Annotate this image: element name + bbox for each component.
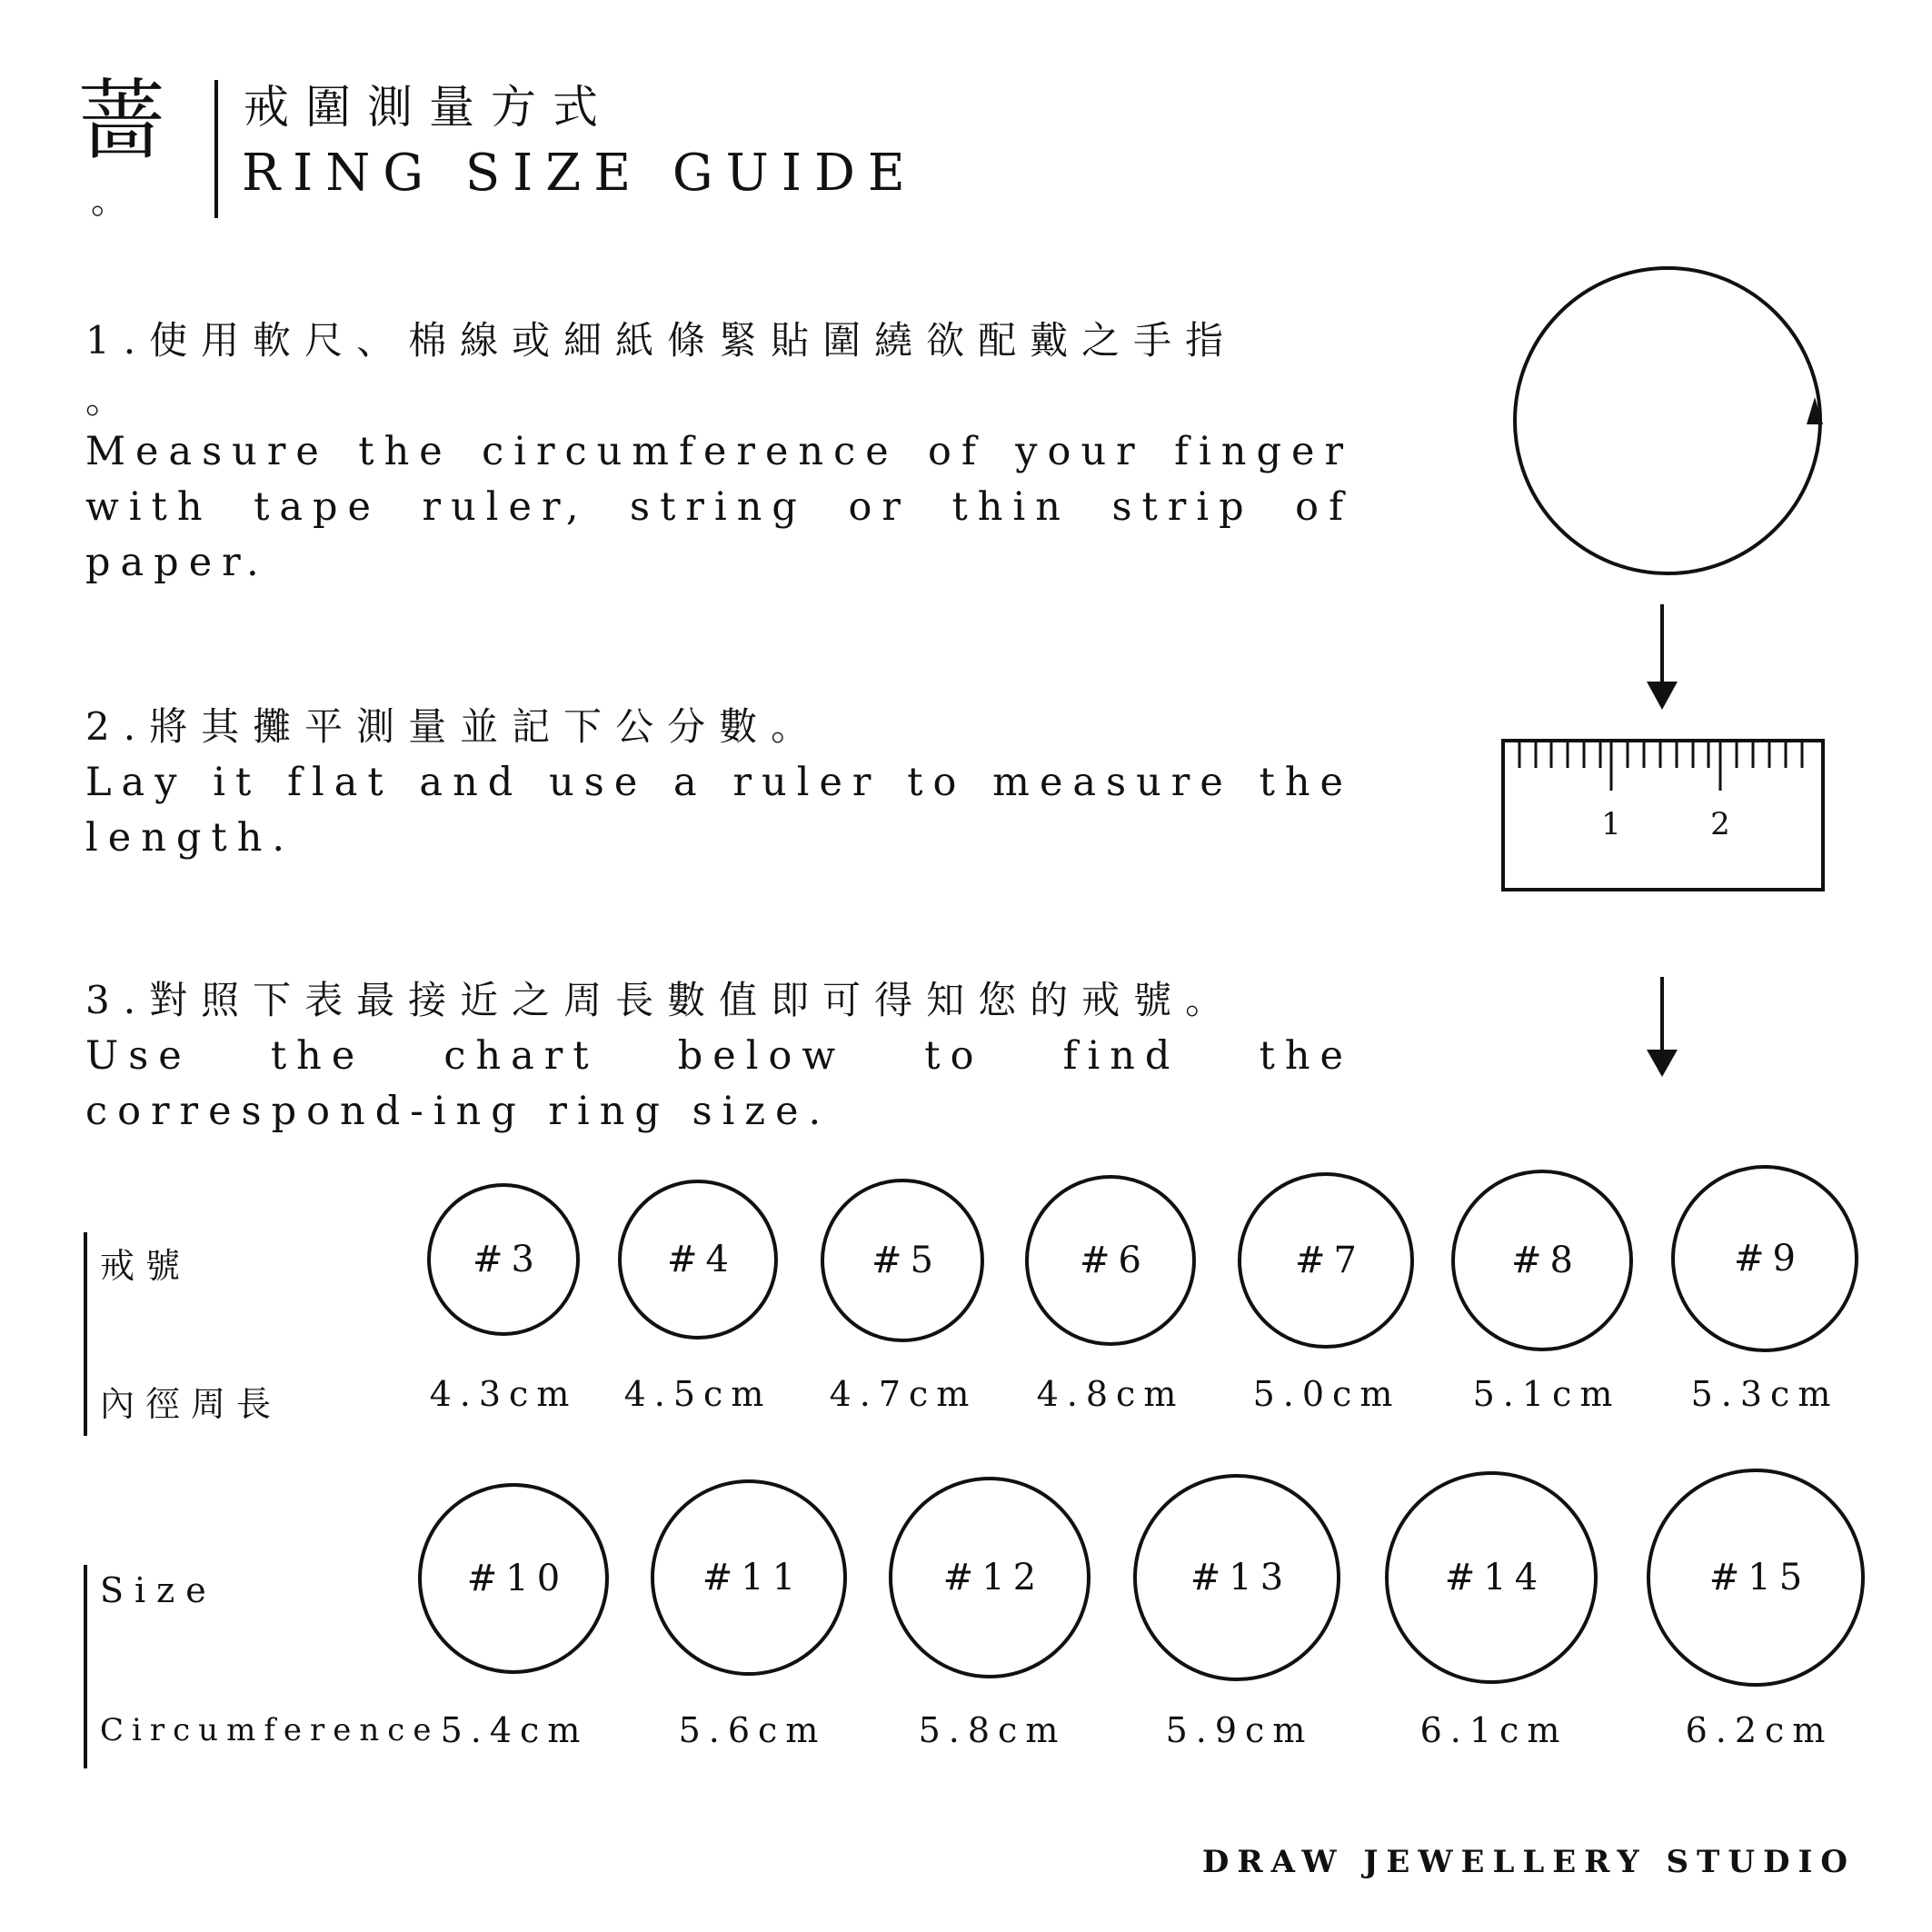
ring-size-10 <box>418 1483 609 1674</box>
ruler-label-2: 2 <box>1710 806 1730 842</box>
step2-chinese: 2.將其攤平測量並記下公分數。 <box>85 704 823 749</box>
ring-size-8 <box>1451 1170 1633 1351</box>
step2-english: Lay it flat and use a ruler to measure the length. <box>85 760 1353 861</box>
ring-size-11 <box>651 1479 847 1676</box>
brand-logo <box>78 71 167 234</box>
ruler-label-1: 1 <box>1601 806 1621 842</box>
title-chinese: 戒圍測量方式 <box>244 81 614 134</box>
arrow-down-icon <box>1647 604 1678 710</box>
ruler-icon <box>1503 741 1823 890</box>
step1-english: Measure the circumference of your finger with tape ruler, string or thin strip of paper. <box>85 429 1353 585</box>
ring-size-7 <box>1238 1172 1414 1349</box>
step1-chinese-tail: 。 <box>85 377 124 422</box>
row2-divider <box>84 1565 87 1768</box>
ring-size-4 <box>618 1180 778 1339</box>
row1-size-label: 戒號 <box>100 1246 192 1286</box>
row1-divider <box>84 1232 87 1436</box>
row2-size-label: Size <box>100 1570 217 1610</box>
step3-english: Use the chart below to find the correspond-ing ring size. <box>85 1033 1353 1134</box>
circumference-value: 4.5cm <box>623 1374 772 1414</box>
ring-size-label: #15 <box>1708 1557 1811 1598</box>
circumference-value: 5.9cm <box>1165 1710 1314 1750</box>
ring-size-14 <box>1385 1471 1598 1684</box>
ring-size-15 <box>1647 1469 1865 1687</box>
circumference-value: 4.3cm <box>429 1374 578 1414</box>
circumference-value: 5.0cm <box>1252 1374 1401 1414</box>
ring-size-label: #9 <box>1734 1238 1804 1280</box>
circumference-value: 6.2cm <box>1685 1710 1834 1750</box>
step1-chinese: 1.使用軟尺、棉線或細紙條緊貼圍繞欲配戴之手指 <box>85 318 1238 363</box>
circumference-value: 5.6cm <box>678 1710 827 1750</box>
ring-size-13 <box>1133 1474 1340 1681</box>
row1-circumference-label: 內徑周長 <box>100 1384 283 1424</box>
row2-circumference-label: Circumference <box>100 1712 440 1748</box>
string-loop-icon <box>1515 268 1823 573</box>
title-english: RING SIZE GUIDE <box>242 144 918 203</box>
circumference-value: 6.1cm <box>1419 1710 1569 1750</box>
circumference-value: 5.4cm <box>440 1710 589 1750</box>
ring-size-12 <box>889 1477 1090 1678</box>
logo-character: 蔷 <box>78 70 165 172</box>
ring-size-label: #6 <box>1080 1240 1150 1281</box>
circumference-value: 4.7cm <box>829 1374 978 1414</box>
logo-dot: 。 <box>91 180 127 222</box>
studio-brand-name: DRAW JEWELLERY STUDIO <box>1201 1844 1856 1880</box>
ring-size-label: #14 <box>1444 1557 1547 1598</box>
ring-size-label: #5 <box>871 1240 941 1281</box>
ring-size-label: #11 <box>702 1557 804 1598</box>
ring-size-5 <box>821 1179 984 1342</box>
circumference-value: 4.8cm <box>1036 1374 1185 1414</box>
header-divider <box>214 80 218 218</box>
circumference-value: 5.3cm <box>1690 1374 1839 1414</box>
ring-size-label: #8 <box>1511 1240 1581 1281</box>
ring-size-label: #3 <box>473 1239 543 1280</box>
circumference-value: 5.8cm <box>918 1710 1067 1750</box>
ring-size-label: #4 <box>667 1239 737 1280</box>
ring-size-label: #7 <box>1295 1240 1365 1281</box>
ring-size-9 <box>1671 1165 1858 1352</box>
ring-size-label: #10 <box>466 1558 569 1599</box>
arrow-down-icon <box>1647 977 1678 1077</box>
measurement-diagram <box>1490 259 1854 1095</box>
step3-chinese: 3.對照下表最接近之周長數值即可得知您的戒號。 <box>85 978 1238 1022</box>
ring-size-label: #12 <box>942 1557 1045 1598</box>
ring-size-6 <box>1025 1175 1196 1346</box>
ring-size-3 <box>427 1183 580 1336</box>
circumference-value: 5.1cm <box>1472 1374 1621 1414</box>
ring-size-label: #13 <box>1190 1557 1292 1598</box>
